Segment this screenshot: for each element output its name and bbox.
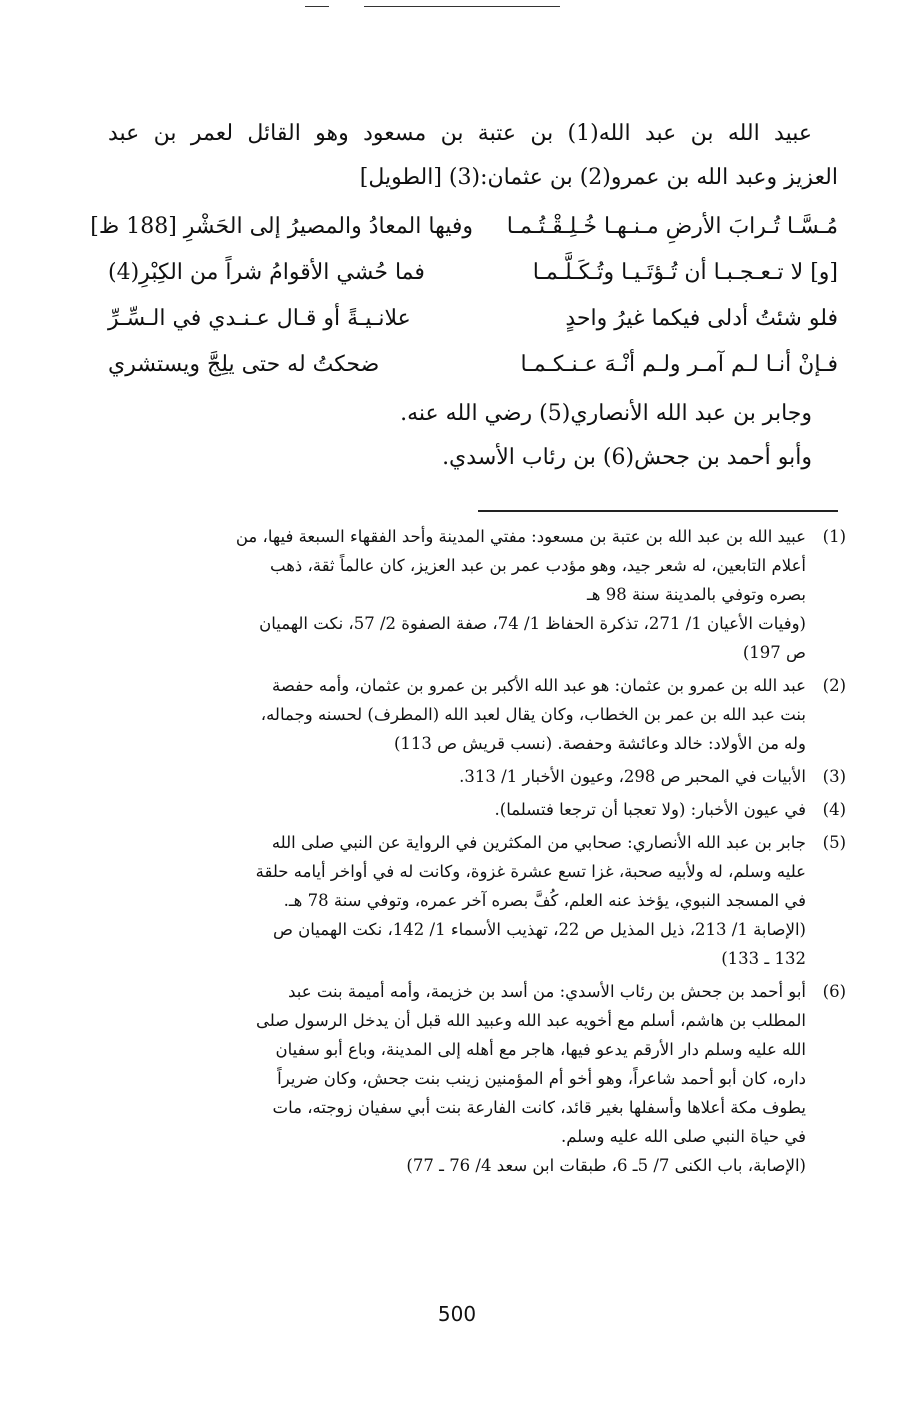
footnote-line: أعلام التابعين، له شعر جيد، وهو مؤدب عمر بن عبد العزيز، كان عالماً ثقة، ذهب [270, 556, 806, 575]
prose-line: عبيد الله بن عبد الله(1) بن عتبة بن مسعود وهو القائل لعمر بن عبد [108, 121, 812, 146]
footnote-line: في المسجد النبوي، يؤخذ عنه العلم، كُفَّ بصره آخر عمره، وتوفي سنة 78 هـ. [283, 891, 806, 910]
footnote-number: (3) [822, 767, 846, 786]
footnote-2 [108, 671, 846, 758]
prose-line: العزيز وعبد الله بن عمرو(2) بن عثمان:(3) [الطويل] [359, 165, 838, 190]
verse-first-hemistich: فلو شئتُ أدلى فيكما غيرُ واحدٍ [565, 306, 838, 331]
footnote-line: عليه وسلم، له ولأبيه صحبة، غزا تسع عشرة غزوة، وكانت له في أواخر أيامه حلقة [255, 862, 806, 881]
footnote-line: في حياة النبي صلى الله عليه وسلم. [560, 1127, 806, 1146]
footnote-6 [108, 977, 846, 1180]
prose-line: وجابر بن عبد الله الأنصاري(5) رضي الله عنه. [400, 401, 812, 426]
footnote-line: جابر بن عبد الله الأنصاري: صحابي من المكثرين في الرواية عن النبي صلى الله [271, 833, 806, 852]
footnote-line: 132 ـ 133) [721, 949, 806, 968]
footnote-separator [478, 510, 838, 512]
footnote-line: المطلب بن هاشم، أسلم مع أخويه عبد الله وعبيد الله قبل أن يدخل الرسول صلى [255, 1011, 806, 1030]
footnote-line: (الإصابة 1/ 213، ذيل المذيل ص 22، تهذيب الأسماء 1/ 142، نكت الهميان ص [272, 920, 806, 939]
footnote-line: أبو أحمد بن جحش بن رئاب الأسدي: من أسد بن خزيمة، وأمه أميمة بنت عبد [288, 982, 806, 1001]
footnote-3 [108, 762, 846, 791]
verse-second-hemistich: ضحكتُ له حتى يلِجَّ ويستشري [108, 352, 380, 377]
footnote-line: عبد الله بن عمرو بن عثمان: هو عبد الله الأكبر بن عمرو بن عثمان، وأمه حفصة [271, 676, 806, 695]
verse-line [90, 204, 838, 250]
footnote-body [108, 977, 806, 1180]
footnote-line: (الإصابة، باب الكنى 7/ 5ـ 6، طبقات ابن سعد 4/ 76 ـ 77) [406, 1156, 806, 1175]
footnote-number: (6) [822, 982, 846, 1001]
footnote-line: بنت عبد الله بن عمر بن الخطاب، وكان يقال لعبد الله (المطرف) لحسنه وجماله، [260, 705, 806, 724]
verse-line [108, 342, 838, 388]
footnote-body [108, 671, 806, 758]
footnote-body [108, 828, 806, 973]
main-text [90, 112, 838, 480]
footnote-body [108, 762, 806, 791]
verse-first-hemistich: مُـسَّـا تُـرابَ الأرضِ مـنـهـا خُـلِـقْـتُـمـا [506, 214, 838, 239]
footnote-body [108, 522, 806, 667]
footnote-line: الأبيات في المحبر ص 298، وعيون الأخبار 1/ 313. [459, 767, 806, 786]
verse-first-hemistich: [و] لا تـعـجـبـا أن تُـؤتَـيـا وتُـكَـلَّـمـا [532, 260, 838, 285]
footnote-line: داره، كان أبو أحمد شاعراً، وهو أخو أم المؤمنين زينب بنت جحش، وكان ضريراً [277, 1069, 806, 1088]
page-number: 500 [437, 1302, 477, 1326]
footnote-line: عبيد الله بن عبد الله بن عتبة بن مسعود: مفتي المدينة وأحد الفقهاء السبعة فيها، من [235, 527, 806, 546]
footnote-line: ص 197) [742, 643, 806, 662]
verse-line [108, 296, 838, 342]
footnotes [108, 522, 846, 1184]
footnote-body [108, 795, 806, 824]
footnote-number: (2) [822, 676, 846, 695]
footnote-number: (4) [822, 800, 846, 819]
footnote-4 [108, 795, 846, 824]
verse-second-hemistich: وفيها المعادُ والمصيرُ إلى الحَشْرِ [188 ظ] [90, 214, 473, 239]
verse-second-hemistich: علانـيـةً أو قـال عـنـدي في الـسِّـرِّ [108, 306, 411, 331]
footnote-line: في عيون الأخبار: (ولا تعجبا أن ترجعا فتسلما). [494, 800, 806, 819]
footnote-line: (وفيات الأعيان 1/ 271، تذكرة الحفاظ 1/ 74، صفة الصفوة 2/ 57، نكت الهميان [259, 614, 806, 633]
footnote-line: وله من الأولاد: خالد وعائشة وحفصة. (نسب قريش ص 113) [393, 734, 806, 753]
footnote-line: الله عليه وسلم دار الأرقم يدعو فيها، هاجر مع أهله إلى المدينة، وباع أبو سفيان [275, 1040, 806, 1059]
verse-line [108, 250, 838, 296]
footnote-number: (5) [822, 833, 846, 852]
footnote-line: يطوف مكة أعلاها وأسفلها بغير قائد، كانت الفارعة بنت أبي سفيان زوجته، مات [272, 1098, 806, 1117]
footnote-1 [108, 522, 846, 667]
prose-line: وأبو أحمد بن جحش(6) بن رئاب الأسدي. [442, 445, 812, 470]
footnote-5 [108, 828, 846, 973]
header-rule-long [364, 6, 560, 7]
verse-first-hemistich: فـإنْ أنـا لـم آمـر ولـم أنْـهَ عـنـكـمـا [520, 352, 838, 377]
footnote-number: (1) [822, 527, 846, 546]
verse-second-hemistich: فما حُشي الأقوامُ شراً من الكِبْرِ(4) [108, 260, 425, 285]
header-rule-short [305, 6, 329, 7]
footnote-line: بصره وتوفي بالمدينة سنة 98 هـ [586, 585, 806, 604]
